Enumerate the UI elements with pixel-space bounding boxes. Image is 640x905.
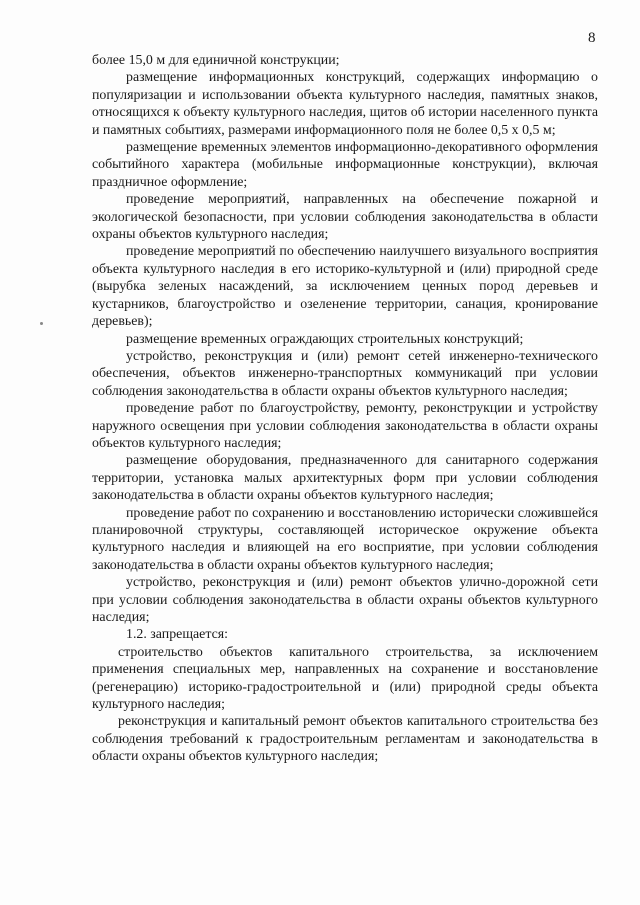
paragraph-info-constructions: размещение информационных конструкций, содержащих информацию о популяризации и использовании объекта культурного наследия, памятных знаков, относящихся к объекту культурного наследия, щитов об истории населенного пункта и памятных событиях, размерами информационного поля не более 0,5 х 0,5 м; [92,70,598,138]
paragraph-visual-perception: проведение мероприятий по обеспечению наилучшего визуального восприятия объекта культурного наследия в его историко-культурной и (или) природной среде (вырубка зеленых насаждений, за исключением ценных пород деревьев и кустарников, благоустройство и озеленение территории, санация, кронирование деревьев); [92,244,598,330]
paragraph-temporary-fences: размещение временных ограждающих строительных конструкций; [126,331,524,347]
paragraph-landscaping: проведение работ по благоустройству, ремонту, реконструкции и устройству наружного освещения при условии соблюдения законодательства в области охраны объектов культурного наследия; [92,401,598,451]
scan-speck [40,322,43,325]
page-number: 8 [588,30,596,46]
paragraph-continuation: более 15,0 м для единичной конструкции; [92,53,340,68]
paragraph-temporary-decor: размещение временных элементов информационно-декоративного оформления событийного характера (мобильные информационные конструкции), включая праздничное оформление; [92,140,598,190]
document-body [92,52,598,766]
paragraph-capital-construction: строительство объектов капитального строительства, за исключением применения специальных мер, направленных на сохранение и восстановление (регенерацию) историко-градостроительной и (или) природной среды объекта культурного наследия; [92,644,598,713]
section-heading-prohibited: 1.2. запрещается: [126,627,229,643]
paragraph-planning-structure: проведение работ по сохранению и восстановлению исторически сложившейся планировочной структуры, составляющей историческое окружение объекта культурного наследия и влияющей на его восприятие, при условии соблюдения законодательства в области охраны объектов культурного наследия; [92,505,598,573]
paragraph-reconstruction: реконструкция и капитальный ремонт объектов капитального строительства без соблюдения требований к градостроительным регламентам и законодательства в области охраны объектов культурного наследия; [92,714,598,765]
paragraph-road-network: устройство, реконструкция и (или) ремонт объектов улично-дорожной сети при условии соблюдения законодательства в области охраны объектов культурного наследия; [92,575,598,625]
paragraph-fire-safety: проведение мероприятий, направленных на обеспечение пожарной и экологической безопасности, при условии соблюдения законодательства в области охраны объектов культурного наследия; [92,192,598,243]
paragraph-engineering-networks: устройство, реконструкция и (или) ремонт сетей инженерно-технического обеспечения, объектов инженерно-транспортных коммуникаций при условии соблюдения законодательства в области охраны объектов культурного наследия; [92,348,598,399]
paragraph-sanitary-equipment: размещение оборудования, предназначенного для санитарного содержания территории, установка малых архитектурных форм при условии соблюдения законодательства в области охраны объектов культурного наследия; [92,453,598,504]
